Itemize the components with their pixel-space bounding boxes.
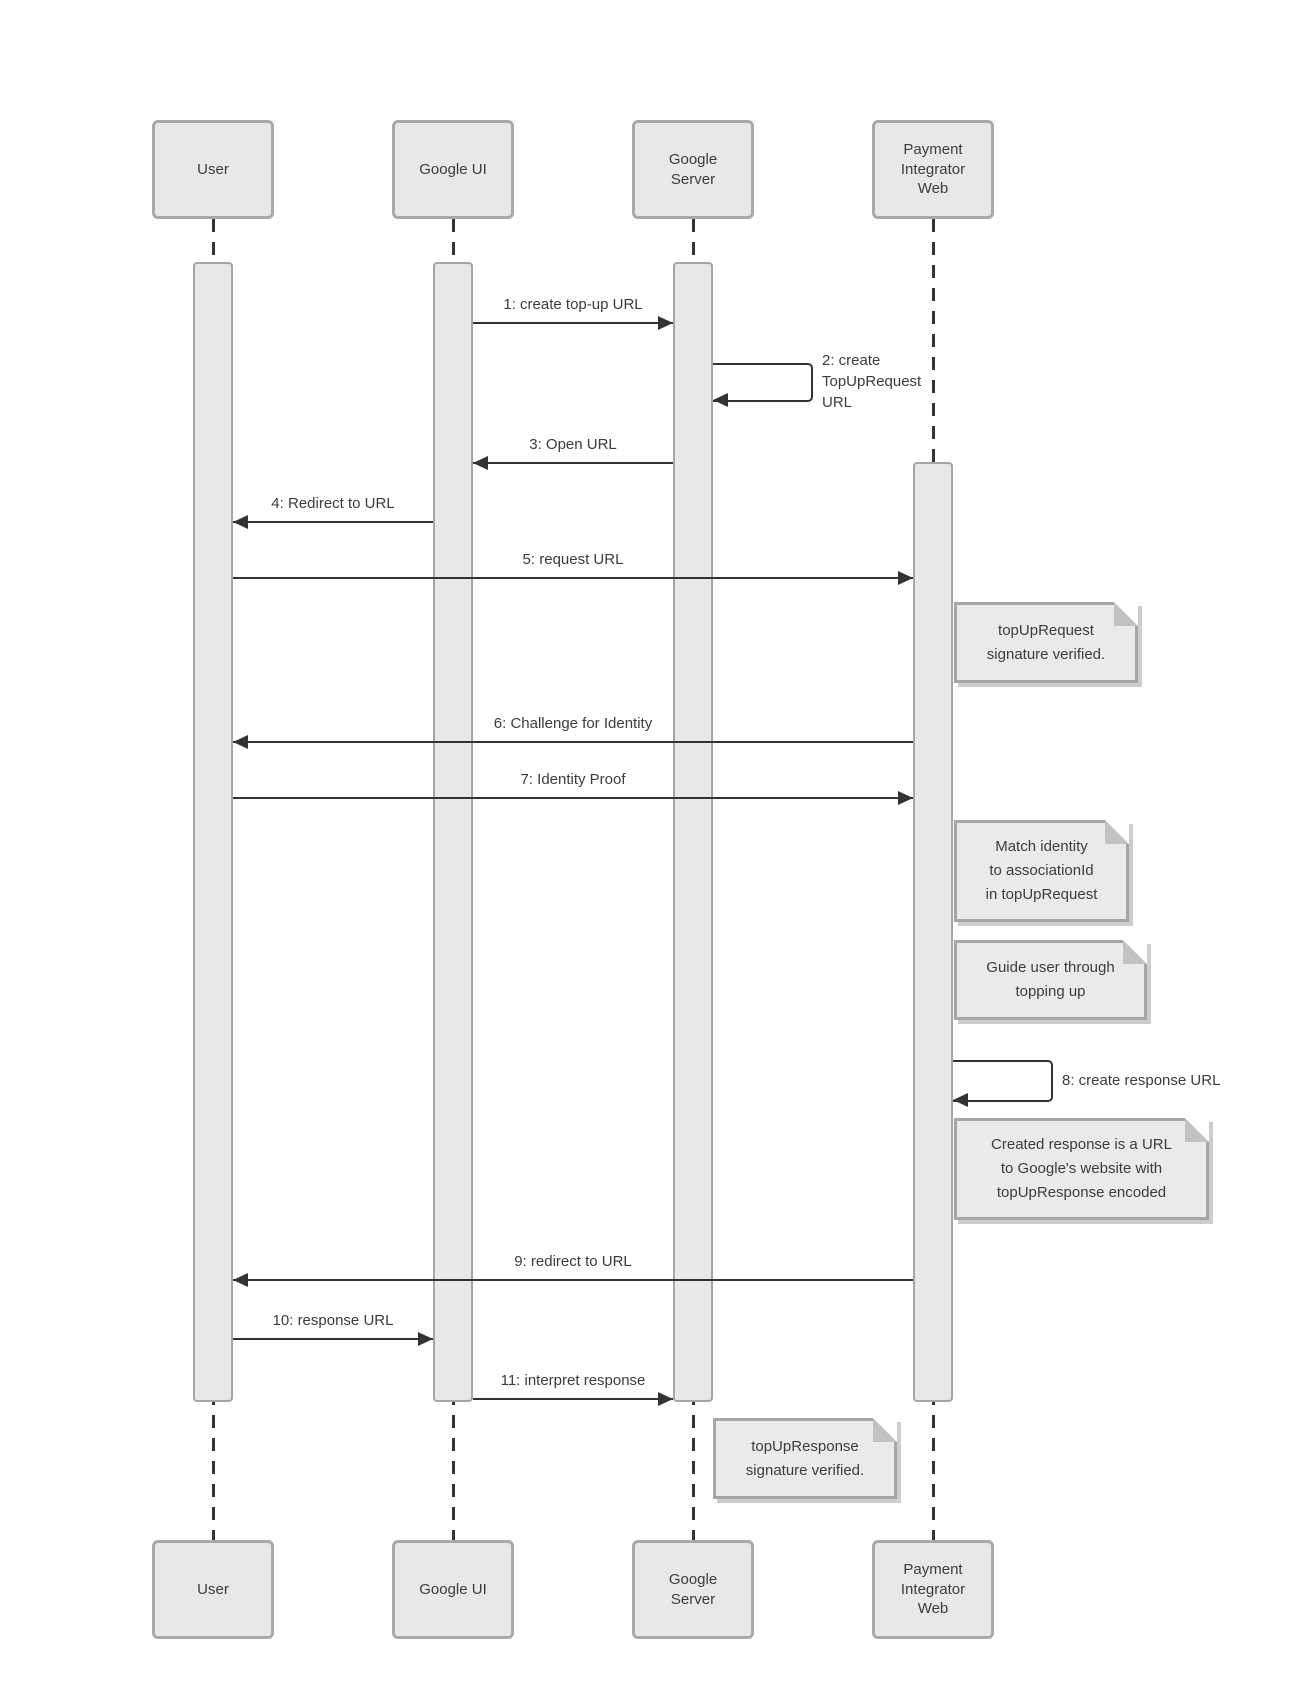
- participant-label: Google Server: [668, 151, 718, 188]
- message-10-arrowhead: [418, 1332, 433, 1346]
- note-topupresponse-verified: [713, 1418, 897, 1499]
- message-5-arrowhead: [898, 571, 913, 585]
- participant-label: Google UI: [419, 160, 487, 178]
- message-4-line: [233, 521, 433, 523]
- participant-google-server-bottom: [632, 1540, 754, 1639]
- participant-label: User: [197, 1580, 229, 1598]
- message-8-self-loop: [953, 1060, 1053, 1102]
- activation-bar-google-server: [673, 262, 713, 1402]
- message-8-label: 8: create response URL: [1062, 1072, 1221, 1089]
- message-11-line: [473, 1398, 673, 1400]
- message-4-arrowhead: [233, 515, 248, 529]
- message-2-arrowhead: [713, 393, 728, 407]
- message-2-label-line: 2: create: [822, 352, 881, 369]
- activation-bar-user: [193, 262, 233, 1402]
- message-9-label: 9: redirect to URL: [514, 1253, 632, 1270]
- participant-label: Payment Integrator Web: [900, 141, 966, 198]
- message-9-line: [233, 1279, 913, 1281]
- message-4-label: 4: Redirect to URL: [271, 495, 395, 512]
- participant-google-ui-bottom: [392, 1540, 514, 1639]
- participant-label: Google UI: [419, 1580, 487, 1598]
- message-10-line: [233, 1338, 433, 1340]
- message-2-self-loop: [713, 363, 813, 402]
- activation-bar-google-ui: [433, 262, 473, 1402]
- participant-google-server-top: [632, 120, 754, 219]
- participant-user-top: [152, 120, 274, 219]
- message-3-arrowhead: [473, 456, 488, 470]
- message-8-arrowhead: [953, 1093, 968, 1107]
- note-line: topUpRequest: [998, 621, 1094, 639]
- note-created-response: [954, 1118, 1209, 1220]
- message-3-line: [473, 462, 673, 464]
- participant-user-bottom: [152, 1540, 274, 1639]
- note-line: topUpResponse encoded: [996, 1184, 1167, 1201]
- participant-label: Payment Integrator Web: [900, 1561, 966, 1618]
- note-line: Created response is a URL: [991, 1136, 1172, 1153]
- message-6-label: 6: Challenge for Identity: [493, 715, 653, 732]
- message-6-arrowhead: [233, 735, 248, 749]
- message-11-arrowhead: [658, 1392, 673, 1406]
- message-5-line: [233, 577, 913, 579]
- message-1-line: [473, 322, 673, 324]
- message-1-arrowhead: [658, 316, 673, 330]
- message-5-label: 5: request URL: [522, 551, 624, 568]
- message-9-arrowhead: [233, 1273, 248, 1287]
- note-guide-user: [954, 940, 1147, 1020]
- participant-payment-integrator-web-bottom: [872, 1540, 994, 1639]
- message-2-label-line: TopUpRequest: [822, 373, 922, 390]
- note-line: topUpResponse: [751, 1437, 859, 1455]
- message-3-label: 3: Open URL: [529, 436, 617, 453]
- message-6-line: [233, 741, 913, 743]
- note-line: signature verified.: [745, 1461, 865, 1479]
- note-line: to associationId: [989, 862, 1094, 879]
- note-match-identity: [954, 820, 1129, 922]
- message-7-label: 7: Identity Proof: [520, 771, 626, 788]
- message-2-label-line: URL: [822, 394, 853, 411]
- note-line: Match identity: [995, 838, 1088, 855]
- activation-bar-payment-integrator-web: [913, 462, 953, 1402]
- participant-label: User: [197, 160, 229, 178]
- note-line: in topUpRequest: [985, 886, 1098, 903]
- participant-label: Google Server: [668, 1571, 718, 1608]
- message-10-label: 10: response URL: [272, 1312, 394, 1329]
- message-1-label: 1: create top-up URL: [503, 296, 643, 313]
- note-topuprequest-verified: [954, 602, 1138, 683]
- message-2-label: [822, 350, 921, 413]
- message-11-label: 11: interpret response: [500, 1372, 646, 1389]
- note-line: to Google's website with: [1000, 1160, 1163, 1177]
- participant-payment-integrator-web-top: [872, 120, 994, 219]
- note-line: topping up: [1015, 983, 1086, 1000]
- note-line: Guide user through: [986, 959, 1115, 976]
- participant-google-ui-top: [392, 120, 514, 219]
- message-7-arrowhead: [898, 791, 913, 805]
- message-7-line: [233, 797, 913, 799]
- note-line: signature verified.: [986, 645, 1106, 663]
